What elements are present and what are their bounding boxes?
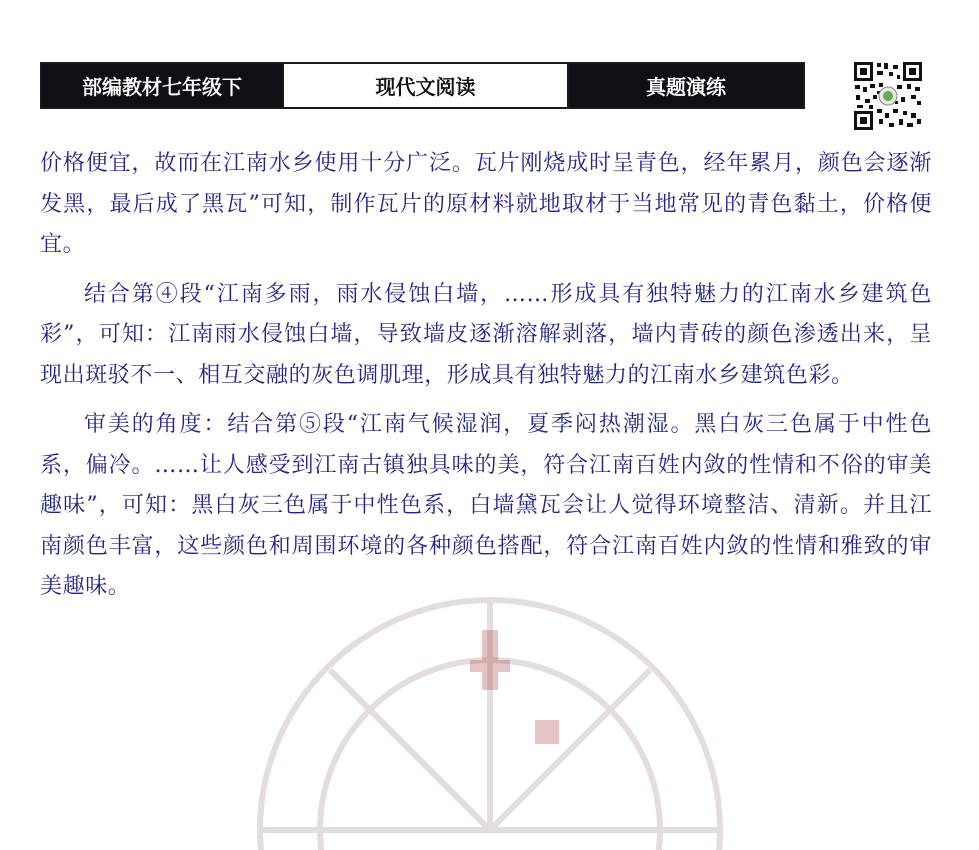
header-bar bbox=[40, 62, 805, 109]
paragraph-2: 结合第④段“江南多雨，雨水侵蚀白墙，……形成具有独特魅力的江南水乡建筑色彩”，可知：江南雨水侵蚀白墙，导致墙皮逐渐溶解剥落，墙内青砖的颜色渗透出来，呈现出斑驳不一、相互交融的灰色调肌理，形成具有独特魅力的江南水乡建筑色彩。 bbox=[40, 281, 932, 388]
qr-code-icon bbox=[853, 61, 923, 131]
paragraph-1: 价格便宜，故而在江南水乡使用十分广泛。瓦片刚烧成时呈青色，经年累月，颜色会逐渐发黑，最后成了黑瓦”可知，制作瓦片的原材料就地取材于当地常见的青色黏土，价格便宜。 bbox=[40, 151, 932, 257]
seal-watermark-icon bbox=[220, 590, 760, 850]
answer-text bbox=[40, 144, 932, 617]
header-section-label: 现代文阅读 bbox=[282, 64, 569, 107]
paragraph-3: 审美的角度：结合第⑤段“江南气候湿润，夏季闷热潮湿。黑白灰三色属于中性色系，偏冷。……让人感受到江南古镇独具味的美，符合江南百姓内敛的性情和不俗的审美趣味”，可知：黑白灰三色属于中性色系，白墙黛瓦会让人觉得环境整洁、清新。并且江南颜色丰富，这些颜色和周围环境的各种颜色搭配，符合江南百姓内敛的性情和雅致的审美趣味。 bbox=[40, 412, 932, 599]
header-grade-label: 部编教材七年级下 bbox=[42, 64, 282, 107]
header-practice-label: 真题演练 bbox=[569, 64, 803, 107]
